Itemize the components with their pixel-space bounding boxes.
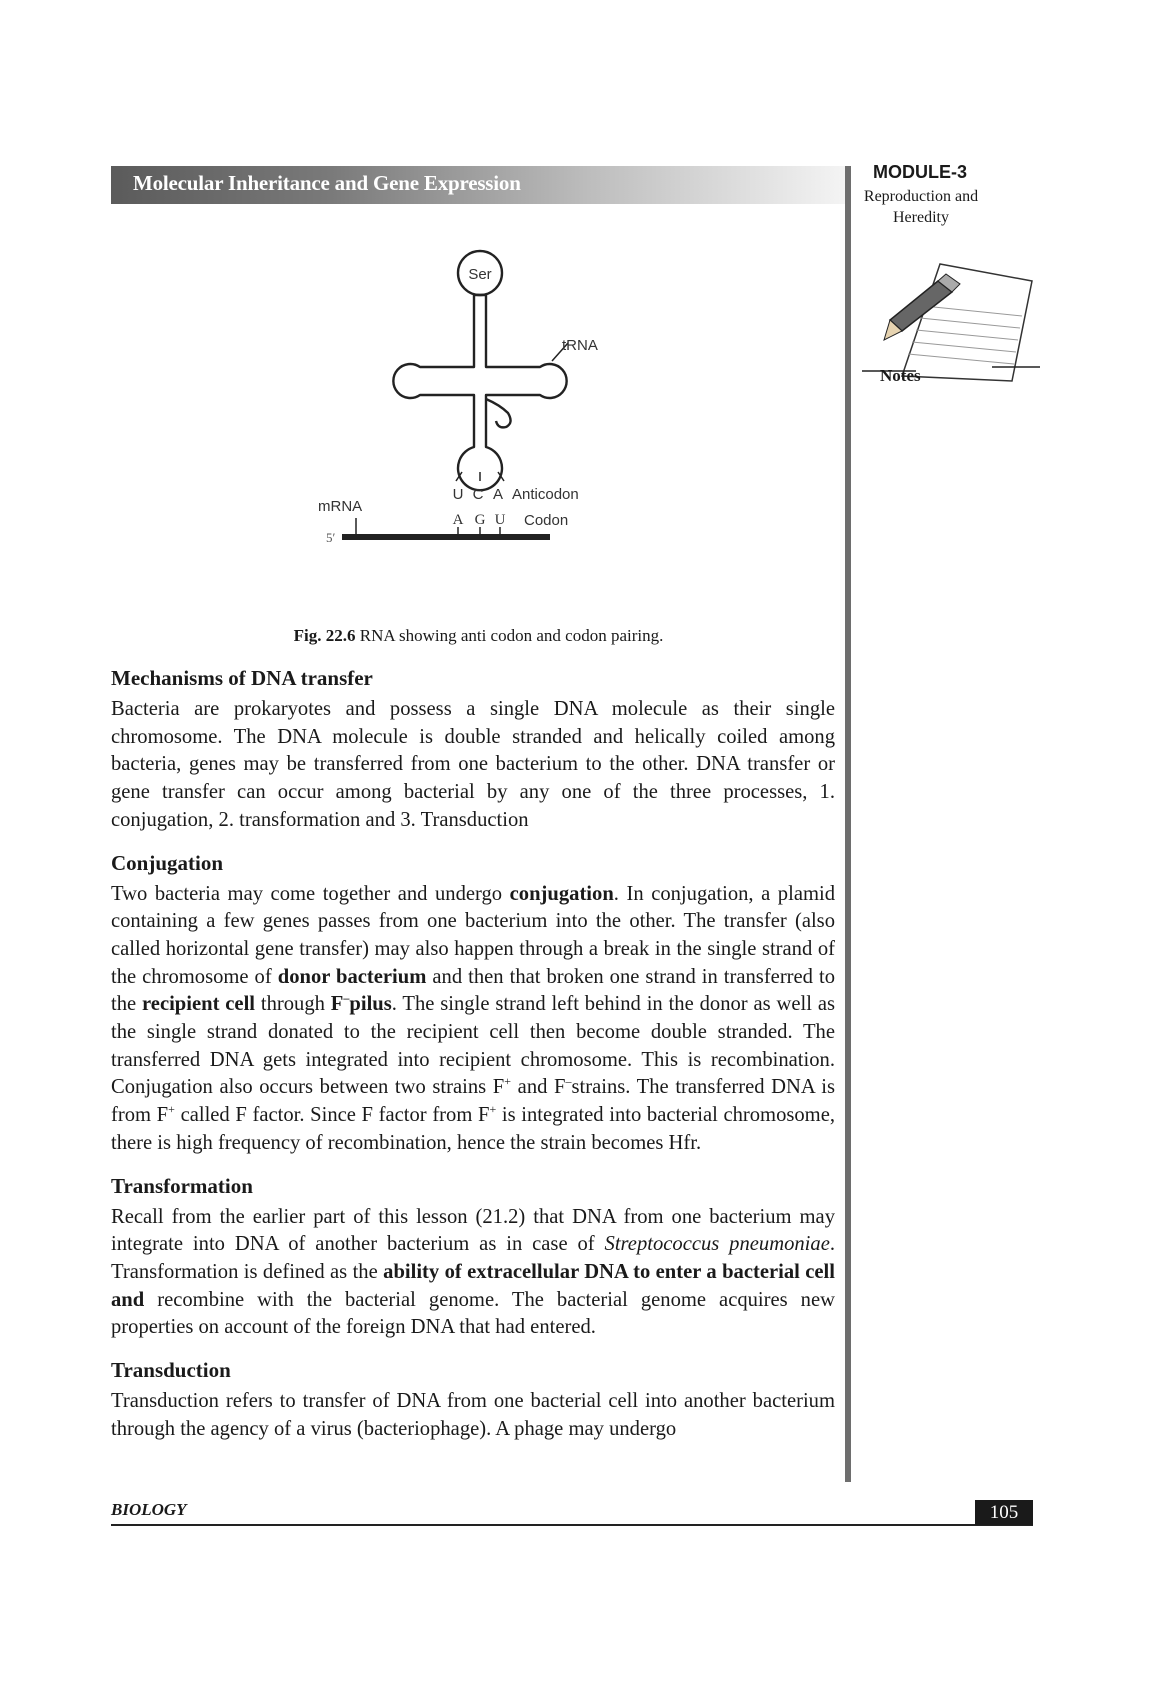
paragraph-conjugation: Two bacteria may come together and undergo conjugation. In conjugation, a plamid containing a few genes passes from one bacterium into the other. The transfer (also called horizontal gene transfer) may also happen through a break in the single strand of the chromosome of donor bacterium and then that broken one strand in transferred to the recipient cell through F–pilus. The single strand left behind in the donor as well as the single strand donated to the recipient cell then become double stranded. The transferred DNA gets integrated into recipient chromosome. This is recombination. Conjugation also occurs between two strains F+ and F–strains. The transferred DNA is from F+ called F factor. Since F factor from F+ is integrated into bacterial chromosome, there is high frequency of recombination, hence the strain becomes Hfr. [111, 882, 836, 1154]
heading-conjugation: Conjugation [111, 850, 224, 875]
figure-caption [111, 626, 846, 646]
footer-subject: BIOLOGY [111, 1500, 187, 1519]
notes-label: Notes [880, 366, 921, 385]
codon-base-1: A [452, 512, 464, 528]
anticodon-base-3: A [492, 486, 504, 503]
chapter-header-bar [111, 166, 846, 204]
paragraph-mechanisms: Bacteria are prokaryotes and possess a single DNA molecule as their single chromosome. The DNA molecule is double stranded and helically coiled among bacteria, genes may be transferred from one bacterium to the other. DNA transfer or gene transfer can occur among bacterial by any one of the three processes, 1. conjugation, 2. transformation and 3. Transduction [111, 698, 835, 831]
footer-rule [111, 1524, 1033, 1526]
module-subtitle [852, 186, 990, 228]
heading-transduction: Transduction [111, 1358, 231, 1383]
figure-caption-text: RNA showing anti codon and codon pairing. [359, 626, 664, 645]
module-subtitle-line2: Heredity [893, 209, 949, 226]
heading-transformation: Transformation [111, 1173, 253, 1198]
paragraph-transformation: Recall from the earlier part of this lesson (21.2) that DNA from one bacterium may integrate into DNA of another bacterium as in case of Streptococcus pneumoniae. Transformation is defined as the ability of extracellular DNA to enter a bacterial cell and recombine with the bacterial genome. The bacterial genome acquires new properties on account of the foreign DNA that had entered. [111, 1205, 835, 1339]
anticodon-label: Anticodon [512, 486, 579, 503]
trna-cloverleaf [393, 295, 566, 490]
module-subtitle-line1: Reproduction and [863, 188, 979, 205]
anticodon-base-1: U [452, 486, 464, 503]
trna-diagram [300, 245, 660, 585]
module-label: MODULE-3 [873, 162, 967, 182]
page-number: 105 [975, 1500, 1033, 1525]
margin-divider [845, 166, 851, 1482]
main-content [111, 664, 835, 1457]
heading-mechanisms: Mechanisms of DNA transfer [111, 666, 373, 690]
trna-label: tRNA [562, 337, 598, 354]
anticodon-base-2: C [472, 486, 484, 503]
mrna-strand [342, 534, 550, 540]
codon-base-2: G [474, 512, 486, 528]
figure-caption-label: Fig. 22.6 [293, 626, 356, 645]
codon-label: Codon [524, 512, 569, 529]
five-prime-label: 5′ [326, 530, 336, 545]
mrna-label: mRNA [318, 498, 363, 515]
amino-acid-label: Ser [468, 266, 492, 283]
codon-base-3: U [494, 512, 506, 528]
variable-loop [486, 399, 511, 427]
paragraph-transduction: Transduction refers to transfer of DNA from one bacterial cell into another bacterium through the agency of a virus (bacteriophage). A phage may undergo [111, 1390, 835, 1440]
chapter-title: Molecular Inheritance and Gene Expression [133, 171, 521, 195]
